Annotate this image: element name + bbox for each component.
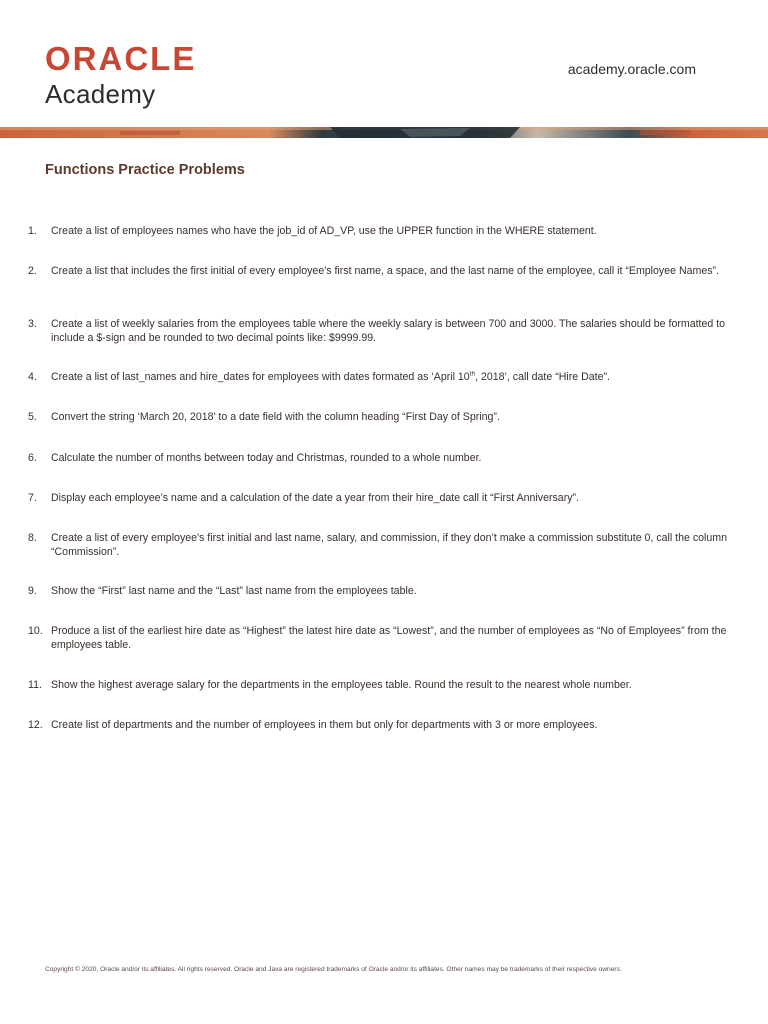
problem-text: Create a list that includes the first initial of every employee's first name, a space, and the last name of the employee, call it “Employee Names”. xyxy=(51,265,719,277)
problem-number: 11. xyxy=(28,679,42,691)
problem-number: 4. xyxy=(28,371,37,383)
problem-item xyxy=(28,584,728,598)
problem-number: 12. xyxy=(28,719,43,731)
problem-number: 2. xyxy=(28,265,37,277)
problem-item xyxy=(28,491,728,505)
problem-text-part: Create a list of last_names and hire_dates for employees with dates formated as ‘April 10 xyxy=(51,371,470,383)
problem-text: Display each employee’s name and a calculation of the date a year from their hire_date call it “First Anniversary”. xyxy=(51,492,579,504)
problem-number: 5. xyxy=(28,411,37,423)
problem-item xyxy=(28,678,728,692)
problem-number: 3. xyxy=(28,318,37,330)
problem-text: Create a list of every employee's first initial and last name, salary, and commission, if they don’t make a commission substitute 0, call the column “Commission”. xyxy=(51,532,727,558)
oracle-academy-logo xyxy=(45,42,196,107)
problem-item xyxy=(28,370,728,384)
logo-oracle-wordmark: ORACLE xyxy=(45,40,197,77)
problem-number: 7. xyxy=(28,492,37,504)
problem-text: Calculate the number of months between today and Christmas, rounded to a whole number. xyxy=(51,452,482,464)
problem-item xyxy=(28,451,728,465)
copyright-notice: Copyright © 2020, Oracle and/or its affiliates. All rights reserved. Oracle and Java are registered trademarks of Oracle and/or its affiliates. Other names may be trademarks of their respective owners. xyxy=(45,966,622,973)
problem-text: Create list of departments and the number of employees in them but only for departments with 3 or more employees. xyxy=(51,719,598,731)
problem-text: Show the “First” last name and the “Last” last name from the employees table. xyxy=(51,585,417,597)
problem-number: 10. xyxy=(28,625,43,637)
ordinal-superscript: th xyxy=(469,370,476,378)
page-title: Functions Practice Problems xyxy=(45,162,245,178)
problem-text: Produce a list of the earliest hire date as “Highest” the latest hire date as “Lowest”, and the number of employees as “No of Employees” from the employees table. xyxy=(51,625,727,651)
problem-number: 9. xyxy=(28,585,37,597)
problem-text: Convert the string ‘March 20, 2018’ to a date field with the column heading “First Day of Spring”. xyxy=(51,411,500,423)
problem-item xyxy=(28,624,728,652)
decorative-banner xyxy=(0,127,768,138)
problem-item xyxy=(28,224,728,238)
site-url: academy.oracle.com xyxy=(567,61,696,77)
logo-academy-wordmark: Academy xyxy=(45,79,156,109)
problem-text xyxy=(51,370,728,384)
problem-item xyxy=(28,531,728,559)
problem-number: 8. xyxy=(28,532,37,544)
problem-text-part: , 2018’, call date “Hire Date”. xyxy=(475,371,610,383)
problem-number: 1. xyxy=(28,225,37,237)
problem-text: Show the highest average salary for the departments in the employees table. Round the result to the nearest whole number. xyxy=(51,679,632,691)
problem-item xyxy=(28,264,728,278)
problem-number: 6. xyxy=(28,452,37,464)
problem-text: Create a list of weekly salaries from the employees table where the weekly salary is between 700 and 3000. The salaries should be formatted to include a $-sign and be rounded to two decimal points like: $9999.99. xyxy=(51,318,726,344)
problem-item xyxy=(28,317,728,345)
problem-text: Create a list of employees names who have the job_id of AD_VP, use the UPPER function in the WHERE statement. xyxy=(51,225,597,237)
problem-item xyxy=(28,410,728,424)
problem-item xyxy=(28,718,728,732)
